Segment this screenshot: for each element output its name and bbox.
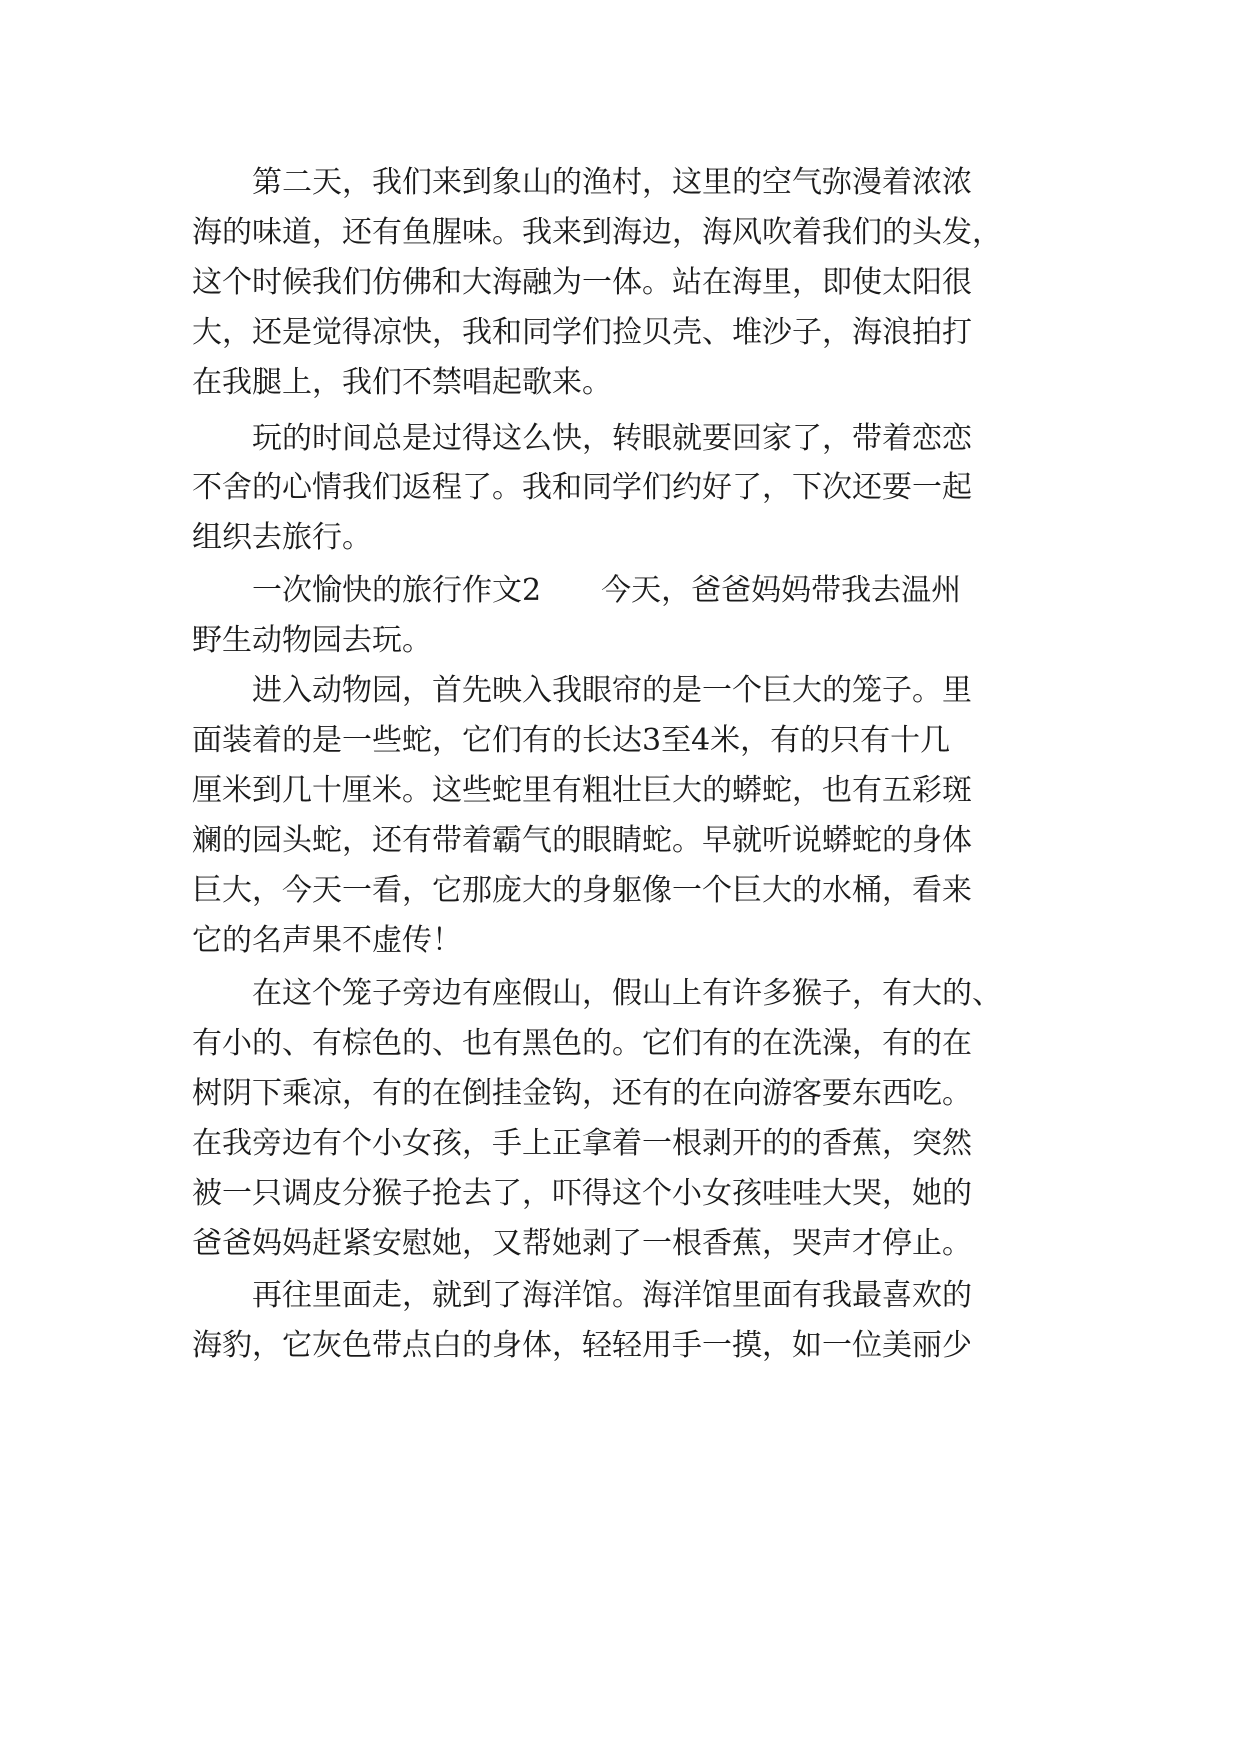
text-line: 斓的园头蛇，还有带着霸气的眼睛蛇。早就听说蟒蛇的身体 (192, 823, 972, 858)
text-line: 这个时候我们仿佛和大海融为一体。站在海里，即使太阳很 (192, 265, 972, 300)
text-line: 海的味道，还有鱼腥味。我来到海边，海风吹着我们的头发， (192, 215, 1002, 250)
text-line: 进入动物园，首先映入我眼帘的是一个巨大的笼子。里 (252, 673, 972, 708)
text-line: 被一只调皮分猴子抢去了，吓得这个小女孩哇哇大哭，她的 (192, 1176, 972, 1211)
text-line: 在我腿上，我们不禁唱起歌来。 (192, 365, 612, 400)
text-line: 玩的时间总是过得这么快，转眼就要回家了，带着恋恋 (252, 421, 972, 456)
text-line: 大，还是觉得凉快，我和同学们捡贝壳、堆沙子，海浪拍打 (192, 315, 972, 350)
text-line: 一次愉快的旅行作文2 今天，爸爸妈妈带我去温州 (252, 573, 962, 608)
text-line: 面装着的是一些蛇，它们有的长达3至4米，有的只有十几 (192, 723, 951, 758)
text-line: 有小的、有棕色的、也有黑色的。它们有的在洗澡，有的在 (192, 1026, 972, 1061)
text-line: 厘米到几十厘米。这些蛇里有粗壮巨大的蟒蛇，也有五彩斑 (192, 773, 972, 808)
text-line: 巨大，今天一看，它那庞大的身躯像一个巨大的水桶，看来 (192, 873, 972, 908)
text-line: 不舍的心情我们返程了。我和同学们约好了，下次还要一起 (192, 470, 972, 505)
text-line: 海豹，它灰色带点白的身体，轻轻用手一摸，如一位美丽少 (192, 1328, 972, 1363)
text-line: 第二天，我们来到象山的渔村，这里的空气弥漫着浓浓 (252, 165, 972, 200)
text-line: 再往里面走，就到了海洋馆。海洋馆里面有我最喜欢的 (252, 1278, 972, 1313)
text-line: 它的名声果不虚传！ (192, 923, 462, 958)
text-line: 爸爸妈妈赶紧安慰她，又帮她剥了一根香蕉，哭声才停止。 (192, 1226, 972, 1261)
text-line: 在我旁边有个小女孩，手上正拿着一根剥开的的香蕉，突然 (192, 1126, 972, 1161)
text-line: 组织去旅行。 (192, 520, 372, 555)
text-line: 树阴下乘凉，有的在倒挂金钩，还有的在向游客要东西吃。 (192, 1076, 972, 1111)
text-line: 在这个笼子旁边有座假山，假山上有许多猴子，有大的、 (252, 976, 1002, 1011)
text-line: 野生动物园去玩。 (192, 623, 432, 658)
